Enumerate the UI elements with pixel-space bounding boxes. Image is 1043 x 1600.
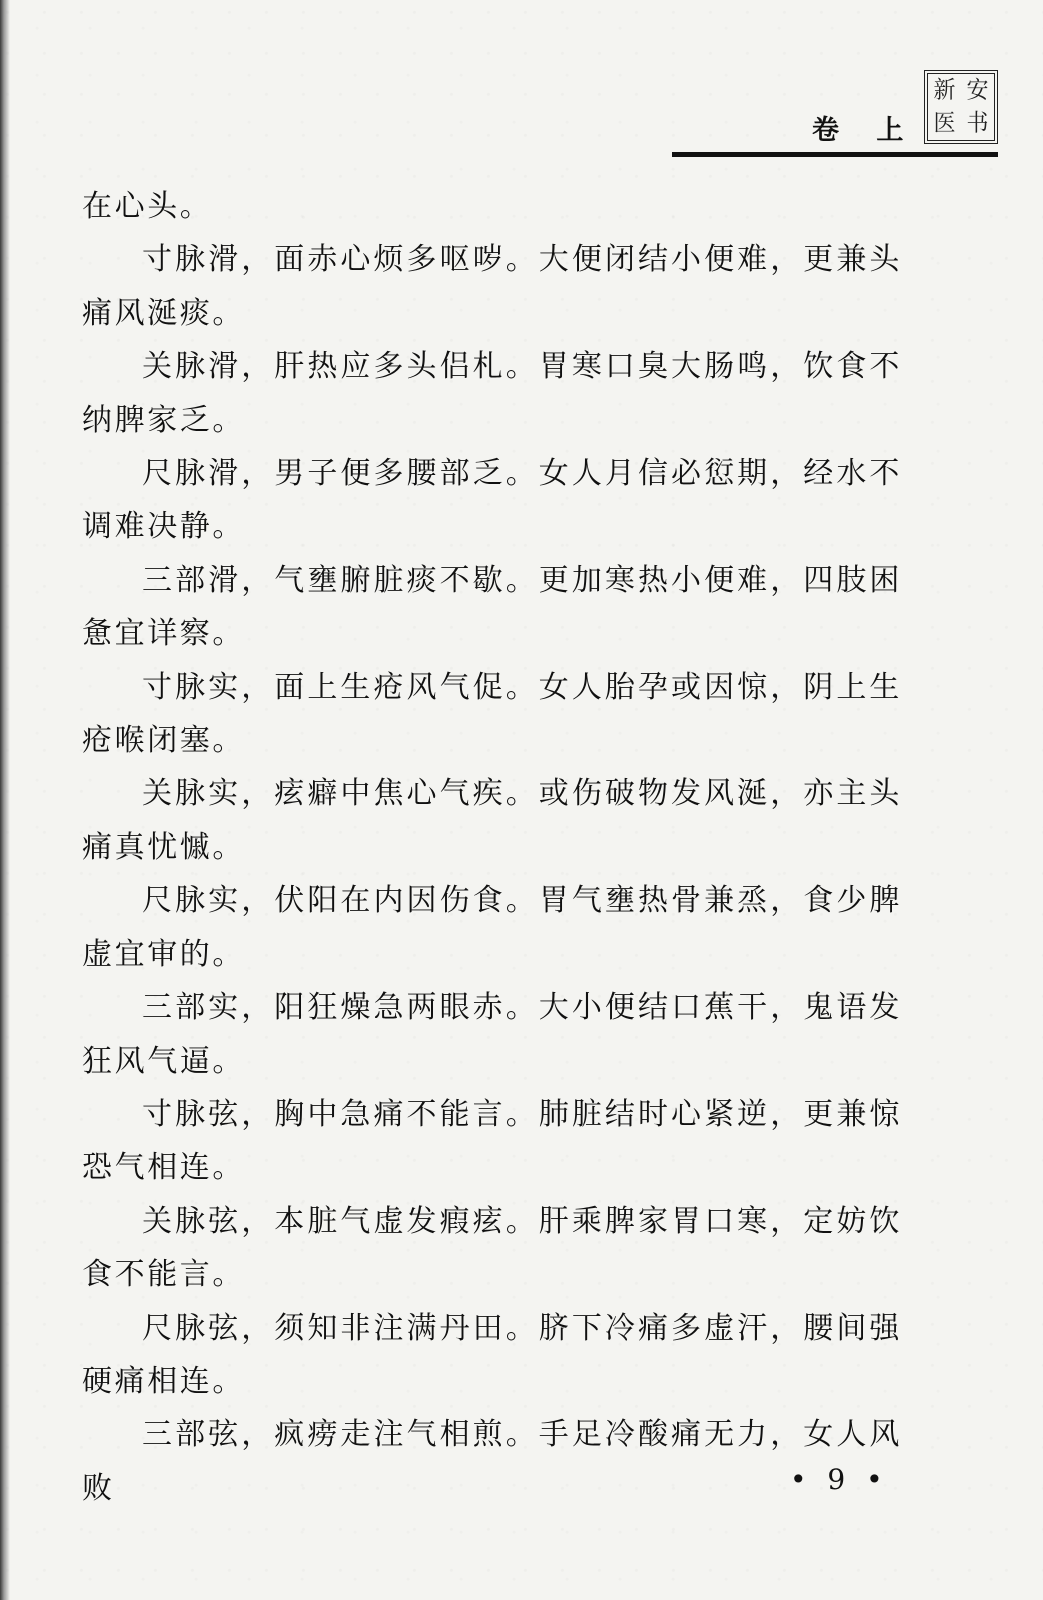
- paragraph: 尺脉弦，须知非注满丹田。脐下冷痛多虚汗，腰间强硬痛相连。: [82, 1310, 902, 1399]
- paragraph: 寸脉实，面上生疮风气促。女人胎孕或因惊，阴上生疮喉闭塞。: [82, 669, 902, 759]
- header-rule: [672, 152, 998, 157]
- paragraph: 寸脉滑，面赤心烦多呕哕。大便闭结小便难，更兼头痛风涎痰。: [82, 242, 902, 331]
- paragraph: 三部滑，气壅腑脏痰不歇。更加寒热小便难，四肢困惫宜详察。: [82, 562, 902, 652]
- paragraph: 关脉弦，本脏气虚发瘕痃。肝乘脾家胃口寒，定妨饮食不能言。: [82, 1203, 902, 1293]
- paragraph: 在心头。: [82, 189, 213, 224]
- body-text: [82, 180, 902, 1515]
- paragraph: 三部实，阳狂燥急两眼赤。大小便结口蕉干，鬼语发狂风气逼。: [82, 990, 902, 1079]
- paragraph: 关脉滑，肝热应多头侣札。胃寒口臭大肠鸣，饮食不纳脾家乏。: [82, 349, 902, 438]
- seal-char: 新: [933, 76, 956, 104]
- scan-binding-edge: [0, 0, 10, 1600]
- running-header: 卷 上: [812, 115, 918, 146]
- seal-char: 医: [933, 109, 956, 137]
- paragraph: 三部弦，疯痨走注气相煎。手足冷酸痛无力，女人风败: [82, 1417, 902, 1506]
- paragraph: 关脉实，痃癖中焦心气疾。或伤破物发风涎，亦主头痛真忧慽。: [82, 776, 902, 865]
- paragraph: 尺脉滑，男子便多腰部乏。女人月信必愆期，经水不调难决静。: [82, 456, 902, 545]
- seal-logo: [924, 70, 998, 144]
- page-number: • 9 •: [790, 1463, 889, 1496]
- paragraph: 寸脉弦，胸中急痛不能言。肺脏结时心紧逆，更兼惊恐气相连。: [82, 1096, 902, 1186]
- seal-char: 安: [966, 76, 989, 104]
- seal-char: 书: [966, 109, 989, 137]
- paragraph: 尺脉实，伏阳在内因伤食。胃气壅热骨兼烝，食少脾虚宜审的。: [82, 883, 902, 972]
